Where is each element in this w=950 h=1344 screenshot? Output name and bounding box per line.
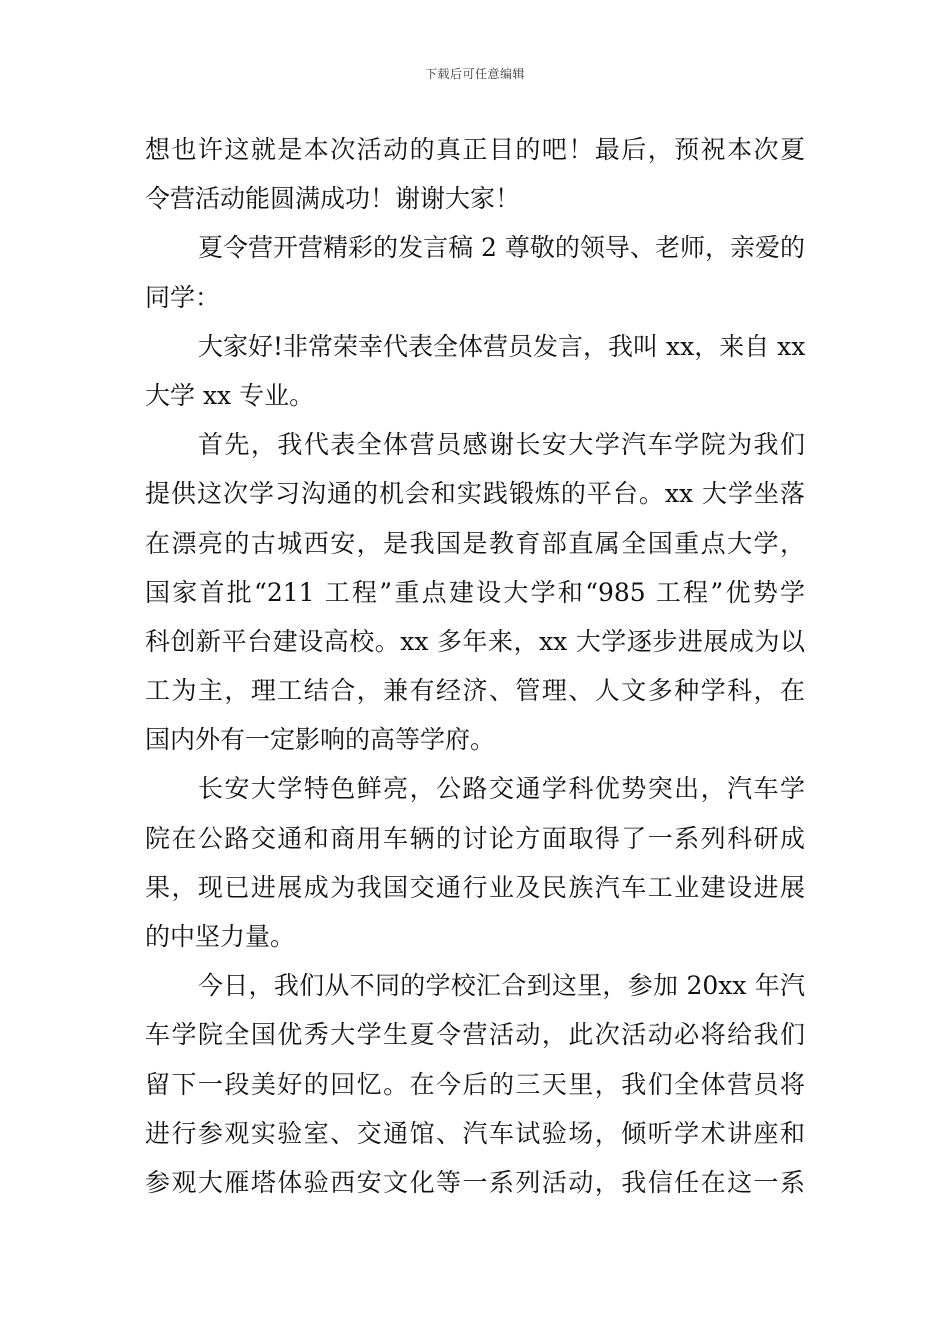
text-line: 国家首批“211 工程”重点建设大学和“985 工程”优势学	[145, 577, 805, 607]
text-line: 提供这次学习沟通的机会和实践锻炼的平台。xx 大学坐落	[145, 479, 805, 509]
text-line: 大家好!非常荣幸代表全体营员发言，我叫 xx，来自 xx	[198, 331, 806, 361]
text-line: 果，现已进展成为我国交通行业及民族汽车工业建设进展	[145, 872, 805, 902]
page-header: 下载后可任意编辑	[424, 67, 525, 81]
text-line: 进行参观实验室、交通馆、汽车试验场，倾听学术讲座和	[145, 1118, 805, 1148]
document-body	[145, 125, 805, 1207]
text-line: 的中坚力量。	[145, 922, 296, 951]
text-line: 首先，我代表全体营员感谢长安大学汽车学院为我们	[198, 430, 805, 460]
text-line: 大学 xx 专业。	[145, 380, 315, 410]
text-line: 夏令营开营精彩的发言稿 2 尊敬的领导、老师，亲爱的	[198, 233, 805, 263]
text-line: 今日，我们从不同的学校汇合到这里，参加 20xx 年汽	[198, 971, 805, 1001]
text-line: 参观大雁塔体验西安文化等一系列活动，我信任在这一系	[145, 1167, 805, 1197]
text-line: 科创新平台建设高校。xx 多年来，xx 大学逐步进展成为以	[145, 626, 805, 656]
text-line: 想也许这就是本次活动的真正目的吧！最后，预祝本次夏	[145, 135, 805, 164]
text-line: 工为主，理工结合，兼有经济、管理、人文多种学科，在	[145, 676, 805, 706]
text-line: 车学院全国优秀大学生夏令营活动，此次活动必将给我们	[145, 1020, 805, 1050]
text-line: 在漂亮的古城西安，是我国是教育部直属全国重点大学，	[145, 528, 805, 558]
text-line: 同学：	[145, 282, 221, 312]
text-line: 令营活动能圆满成功！谢谢大家！	[145, 184, 521, 214]
text-line: 院在公路交通和商用车辆的讨论方面取得了一系列科研成	[145, 823, 805, 853]
text-line: 国内外有一定影响的高等学府。	[145, 725, 496, 755]
text-line: 长安大学特色鲜亮，公路交通学科优势突出，汽车学	[198, 774, 805, 804]
text-line: 留下一段美好的回忆。在今后的三天里，我们全体营员将	[145, 1069, 805, 1099]
